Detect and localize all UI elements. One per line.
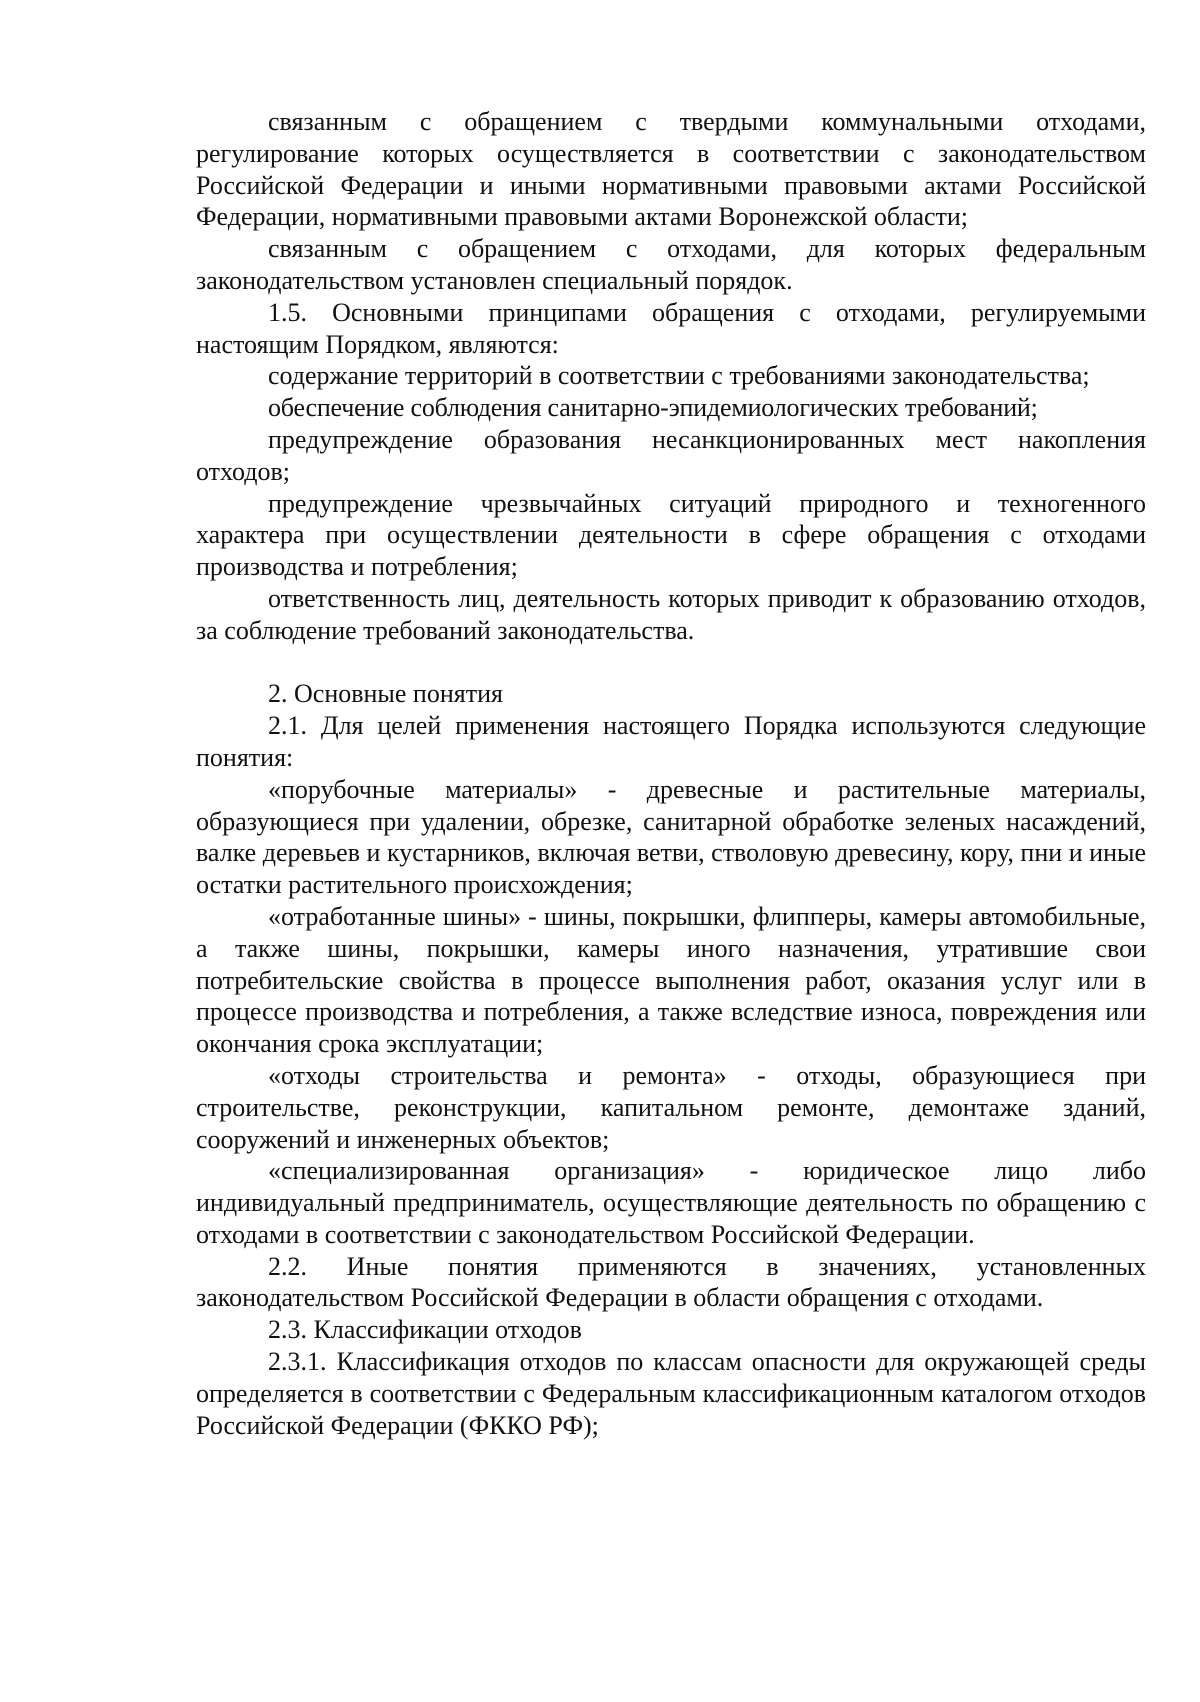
paragraph-special-procedure: связанным с обращением с отходами, для которых федеральным законодательством установлен специальный порядок.	[196, 234, 1146, 295]
definition-used-tires: «отработанные шины» - шины, покрышки, флипперы, камеры автомобильные, а также шины, покрышки, камеры иного назначения, утратившие свои потребительские свойства в процессе выполнения работ, оказания услуг или в процессе производства и потребления, а также вследствие износа, повреждения или окончания срока эксплуатации;	[196, 901, 1146, 1059]
paragraph-principle-sanitary: обеспечение соблюдения санитарно-эпидемиологических требований;	[268, 393, 1038, 423]
paragraph-tko-regulation: связанным с обращением с твердыми коммунальными отходами, регулирование которых осуществляется в соответствии с законодательством Российской Федерации и иными нормативными правовыми актами Российской Федерации, нормативными правовыми актами Воронежской области;	[196, 107, 1146, 232]
paragraph-2-1-concepts: 2.1. Для целей применения настоящего Порядка используются следующие понятия:	[196, 711, 1146, 772]
paragraph-1-5-principles: 1.5. Основными принципами обращения с отходами, регулируемыми настоящим Порядком, являются:	[196, 297, 1146, 359]
paragraph-2-3-1-hazard-classes: 2.3.1. Классификация отходов по классам опасности для окружающей среды определяется в соответствии с Федеральным классификационным каталогом отходов Российской Федерации (ФККО РФ);	[196, 1347, 1146, 1440]
paragraph-principle-unauthorized-sites: предупреждение образования несанкционированных мест накопления отходов;	[196, 424, 1146, 486]
document-body	[196, 106, 1146, 1441]
paragraph-2-2-other-concepts: 2.2. Иные понятия применяются в значениях, установленных законодательством Российской Федерации в области обращения с отходами.	[196, 1251, 1146, 1313]
paragraph-principle-emergencies: предупреждение чрезвычайных ситуаций природного и техногенного характера при осуществлении деятельности в сфере обращения с отходами производства и потребления;	[196, 488, 1146, 582]
section-heading-basic-concepts: 2. Основные понятия	[268, 679, 503, 709]
paragraph-2-3-classification-heading: 2.3. Классификации отходов	[268, 1315, 582, 1345]
paragraph-principle-responsibility: ответственность лиц, деятельность которых приводит к образованию отходов, за соблюдение требований законодательства.	[196, 583, 1146, 645]
definition-construction-waste: «отходы строительства и ремонта» - отходы, образующиеся при строительстве, реконструкции, капитальном ремонте, демонтаже зданий, сооружений и инженерных объектов;	[196, 1060, 1146, 1154]
definition-felling-materials: «порубочные материалы» - древесные и растительные материалы, образующиеся при удалении, обрезке, санитарной обработке зеленых насаждений, валке деревьев и кустарников, включая ветви, стволовую древесину, кору, пни и иные остатки растительного происхождения;	[196, 774, 1146, 900]
definition-specialized-organization: «специализированная организация» - юридическое лицо либо индивидуальный предприниматель, осуществляющие деятельность по обращению с отходами в соответствии с законодательством Российской Федерации.	[196, 1156, 1146, 1249]
paragraph-principle-territories: содержание территорий в соответствии с требованиями законодательства;	[268, 361, 1090, 391]
